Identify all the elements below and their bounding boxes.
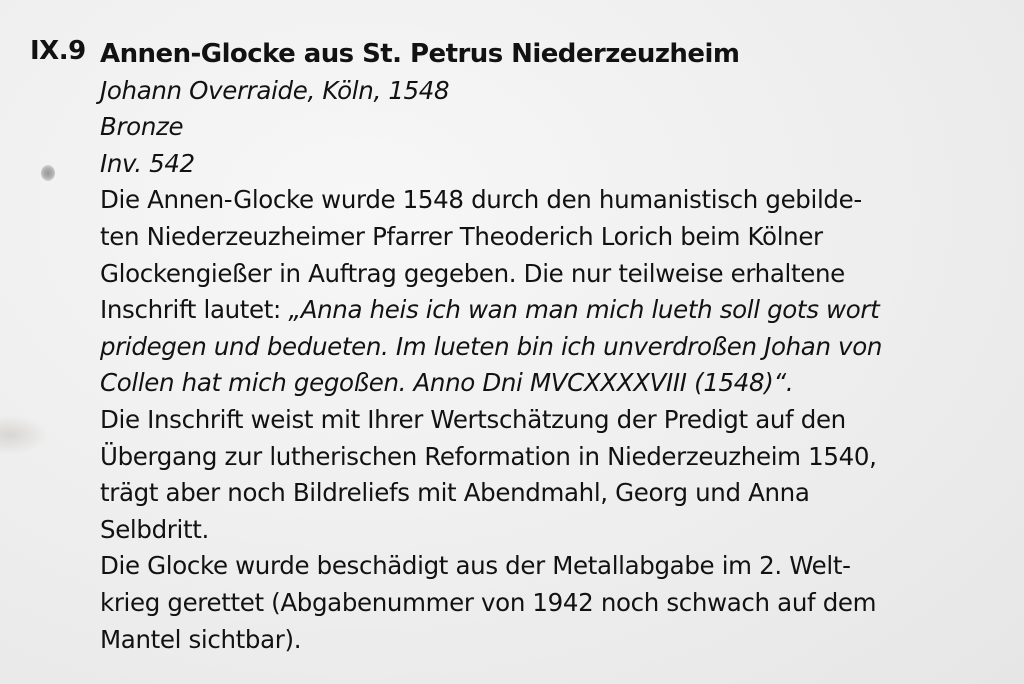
label-material: Bronze — [100, 112, 184, 142]
label-maker: Johann Overraide, Köln, 1548 — [100, 75, 450, 105]
inscription-quote: pridegen und bedueten. Im lueten bin ich unverdroßen Johan von — [100, 331, 883, 361]
description-line: Inschrift lautet: „Anna heis ich wan man mich lueth soll gots wort — [100, 295, 880, 325]
description-line: trägt aber noch Bildreliefs mit Abendmahl, Georg und Anna — [100, 478, 810, 508]
label-description — [100, 182, 1000, 658]
inscription-quote: „Anna heis ich wan man mich lueth soll gots wort — [288, 295, 880, 325]
label-title: Annen-Glocke aus St. Petrus Niederzeuzheim — [100, 39, 740, 69]
description-line — [100, 329, 1000, 366]
description-line: Die Glocke wurde beschädigt aus der Metallabgabe im 2. Welt- — [100, 551, 851, 581]
description-line: Die Inschrift weist mit Ihrer Wertschätzung der Predigt auf den — [100, 404, 846, 434]
description-line: Die Annen-Glocke wurde 1548 durch den humanistisch gebilde- — [100, 185, 862, 215]
wall-smudge — [0, 415, 48, 455]
description-line: Mantel sichtbar). — [100, 624, 302, 654]
description-line: Glockengießer in Auftrag gegeben. Die nur teilweise erhaltene — [100, 258, 845, 288]
label-inventory: Inv. 542 — [100, 148, 195, 178]
item-number: IX.9 — [30, 36, 86, 66]
description-line: Selbdritt. — [100, 514, 209, 544]
inscription-quote: Collen hat mich gegoßen. Anno Dni MVCXXXXVIII (1548)“. — [100, 368, 794, 398]
dust-spot — [41, 165, 55, 181]
description-line: krieg gerettet (Abgabenummer von 1942 noch schwach auf dem — [100, 587, 877, 617]
description-line: ten Niederzeuzheimer Pfarrer Theoderich Lorich beim Kölner — [100, 221, 823, 251]
description-line: Übergang zur lutherischen Reformation in Niederzeuzheim 1540, — [100, 441, 877, 471]
label-content — [100, 36, 1000, 658]
description-line — [100, 365, 1000, 402]
